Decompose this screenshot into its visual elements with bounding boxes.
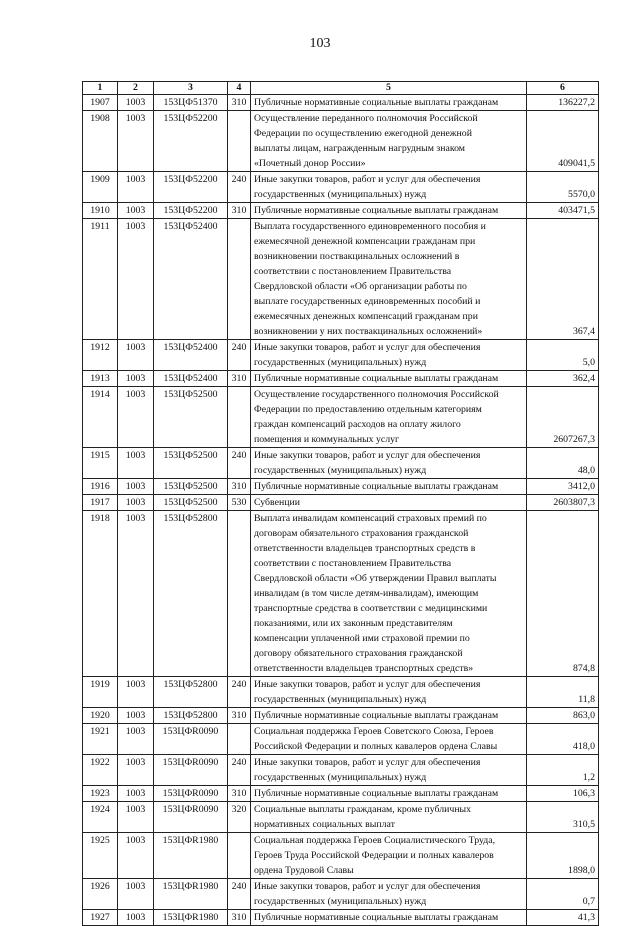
- description: [251, 448, 527, 479]
- target-article-code: 153ЦФ52500: [154, 495, 228, 511]
- description-line: «Почетный донор России»: [254, 158, 366, 169]
- description-line: Федерации по осуществлению ежегодной денежной: [254, 128, 472, 139]
- description-line: Иные закупки товаров, работ и услуг для обеспечения: [254, 342, 481, 353]
- table-row: [83, 95, 599, 111]
- amount: 874,8: [527, 511, 599, 677]
- description-line: соответствии с постановлением Правительства: [254, 266, 452, 277]
- expense-type-code: 320: [228, 802, 251, 833]
- table-row: [83, 833, 599, 879]
- amount: 409041,5: [527, 111, 599, 172]
- target-article-code: 153ЦФR0090: [154, 755, 228, 786]
- row-number: 1913: [83, 371, 118, 387]
- target-article-code: 153ЦФ52800: [154, 677, 228, 708]
- description-line: ответственности владельцев транспортных средств в: [254, 543, 476, 554]
- target-article-code: 153ЦФ52500: [154, 479, 228, 495]
- target-article-code: 153ЦФ52400: [154, 371, 228, 387]
- description: [251, 95, 527, 111]
- row-number: 1907: [83, 95, 118, 111]
- expense-type-code: 310: [228, 786, 251, 802]
- header-cell-5: 5: [251, 82, 527, 95]
- target-article-code: 153ЦФ52200: [154, 172, 228, 203]
- description-line: Иные закупки товаров, работ и услуг для обеспечения: [254, 450, 481, 461]
- amount: 0,7: [527, 879, 599, 910]
- target-article-code: 153ЦФ52200: [154, 111, 228, 172]
- row-number: 1908: [83, 111, 118, 172]
- target-article-code: 153ЦФ52400: [154, 219, 228, 340]
- row-number: 1909: [83, 172, 118, 203]
- description-line: Публичные нормативные социальные выплаты гражданам: [254, 97, 499, 108]
- row-number: 1924: [83, 802, 118, 833]
- expense-type-code: [228, 511, 251, 677]
- row-number: 1923: [83, 786, 118, 802]
- description-line: Свердловской области «Об утверждении Правил выплаты: [254, 573, 497, 584]
- description-line: договору обязательного страхования гражданской: [254, 648, 463, 659]
- header-cell-1: 1: [83, 82, 118, 95]
- description-line: выплаты лицам, награжденным нагрудным знаком: [254, 143, 465, 154]
- target-article-code: 153ЦФ52800: [154, 708, 228, 724]
- expense-type-code: [228, 387, 251, 448]
- table-row: [83, 111, 599, 172]
- expense-type-code: 240: [228, 879, 251, 910]
- description-line: Социальные выплаты гражданам, кроме публичных: [254, 804, 472, 815]
- row-number: 1926: [83, 879, 118, 910]
- target-article-code: 153ЦФ52400: [154, 340, 228, 371]
- description-line: Публичные нормативные социальные выплаты гражданам: [254, 373, 499, 384]
- description-line: Публичные нормативные социальные выплаты гражданам: [254, 710, 499, 721]
- section-code: 1003: [118, 479, 154, 495]
- description-line: Субвенции: [254, 497, 300, 508]
- target-article-code: 153ЦФ52500: [154, 387, 228, 448]
- amount: 11,8: [527, 677, 599, 708]
- target-article-code: 153ЦФ51370: [154, 95, 228, 111]
- description: [251, 708, 527, 724]
- target-article-code: 153ЦФR1980: [154, 879, 228, 910]
- description-line: Публичные нормативные социальные выплаты гражданам: [254, 912, 499, 923]
- table-row: [83, 724, 599, 755]
- table-row: [83, 677, 599, 708]
- row-number: 1920: [83, 708, 118, 724]
- expense-type-code: 240: [228, 172, 251, 203]
- description-line: Иные закупки товаров, работ и услуг для обеспечения: [254, 757, 481, 768]
- description-line: Иные закупки товаров, работ и услуг для обеспечения: [254, 174, 481, 185]
- section-code: 1003: [118, 677, 154, 708]
- expense-type-code: [228, 219, 251, 340]
- description: [251, 511, 527, 677]
- expense-type-code: 310: [228, 910, 251, 926]
- description-line: возникновении у них поствакцинальных осложнений»: [254, 326, 483, 337]
- section-code: 1003: [118, 219, 154, 340]
- description-line: государственных (муниципальных) нужд: [254, 772, 427, 783]
- section-code: 1003: [118, 172, 154, 203]
- description-line: Осуществление переданного полномочия Российской: [254, 113, 478, 124]
- description-line: государственных (муниципальных) нужд: [254, 465, 427, 476]
- row-number: 1922: [83, 755, 118, 786]
- header-row: [83, 82, 599, 95]
- header-cell-4: 4: [228, 82, 251, 95]
- amount: 863,0: [527, 708, 599, 724]
- amount: 403471,5: [527, 203, 599, 219]
- description-line: государственных (муниципальных) нужд: [254, 694, 427, 705]
- expense-type-code: 530: [228, 495, 251, 511]
- row-number: 1911: [83, 219, 118, 340]
- description-line: Российской Федерации и полных кавалеров ордена Славы: [254, 741, 498, 752]
- row-number: 1918: [83, 511, 118, 677]
- amount: 1,2: [527, 755, 599, 786]
- description-line: транспортные средства в соответствии с медицинскими: [254, 603, 488, 614]
- target-article-code: 153ЦФR0090: [154, 724, 228, 755]
- table-row: [83, 387, 599, 448]
- description: [251, 786, 527, 802]
- row-number: 1919: [83, 677, 118, 708]
- row-number: 1912: [83, 340, 118, 371]
- description-line: Иные закупки товаров, работ и услуг для обеспечения: [254, 679, 481, 690]
- description: [251, 340, 527, 371]
- description: [251, 387, 527, 448]
- table-row: [83, 495, 599, 511]
- row-number: 1910: [83, 203, 118, 219]
- description: [251, 172, 527, 203]
- description-line: Публичные нормативные социальные выплаты гражданам: [254, 481, 499, 492]
- page-number: 103: [309, 36, 331, 51]
- description-line: ордена Трудовой Славы: [254, 865, 354, 876]
- table-body: [83, 95, 599, 926]
- target-article-code: 153ЦФR0090: [154, 802, 228, 833]
- table-row: [83, 479, 599, 495]
- description: [251, 802, 527, 833]
- row-number: 1925: [83, 833, 118, 879]
- amount: 418,0: [527, 724, 599, 755]
- description-line: возникновении поствакцинальных осложнений в: [254, 251, 460, 262]
- description: [251, 479, 527, 495]
- expense-type-code: 240: [228, 677, 251, 708]
- description-line: компенсации уплаченной ими страховой премии по: [254, 633, 470, 644]
- table-row: [83, 708, 599, 724]
- description-line: Иные закупки товаров, работ и услуг для обеспечения: [254, 881, 481, 892]
- section-code: 1003: [118, 495, 154, 511]
- header-cell-3: 3: [154, 82, 228, 95]
- row-number: 1927: [83, 910, 118, 926]
- amount: 1898,0: [527, 833, 599, 879]
- section-code: 1003: [118, 111, 154, 172]
- expense-type-code: [228, 833, 251, 879]
- target-article-code: 153ЦФ52800: [154, 511, 228, 677]
- section-code: 1003: [118, 371, 154, 387]
- table-row: [83, 755, 599, 786]
- description-line: помещения и коммунальных услуг: [254, 434, 400, 445]
- section-code: 1003: [118, 755, 154, 786]
- budget-table: [82, 81, 599, 926]
- description: [251, 203, 527, 219]
- description-line: договорам обязательного страхования гражданской: [254, 528, 469, 539]
- section-code: 1003: [118, 95, 154, 111]
- section-code: 1003: [118, 724, 154, 755]
- description-line: государственных (муниципальных) нужд: [254, 357, 427, 368]
- description: [251, 724, 527, 755]
- description-line: инвалидам (в том числе детям-инвалидам), имеющим: [254, 588, 479, 599]
- target-article-code: 153ЦФR1980: [154, 833, 228, 879]
- description: [251, 111, 527, 172]
- description-line: Осуществление государственного полномочия Российской: [254, 389, 499, 400]
- amount: 48,0: [527, 448, 599, 479]
- description: [251, 833, 527, 879]
- description-line: показаниями, или их законным представителям: [254, 618, 453, 629]
- header-cell-2: 2: [118, 82, 154, 95]
- description-line: государственных (муниципальных) нужд: [254, 896, 427, 907]
- description-line: Выплата инвалидам компенсаций страховых премий по: [254, 513, 487, 524]
- row-number: 1916: [83, 479, 118, 495]
- table-row: [83, 172, 599, 203]
- expense-type-code: 240: [228, 340, 251, 371]
- section-code: 1003: [118, 387, 154, 448]
- description: [251, 371, 527, 387]
- row-number: 1914: [83, 387, 118, 448]
- section-code: 1003: [118, 448, 154, 479]
- description-line: Социальная поддержка Героев Советского Союза, Героев: [254, 726, 494, 737]
- table-row: [83, 910, 599, 926]
- amount: 2603807,3: [527, 495, 599, 511]
- description-line: Публичные нормативные социальные выплаты гражданам: [254, 205, 499, 216]
- section-code: 1003: [118, 802, 154, 833]
- amount: 5,0: [527, 340, 599, 371]
- header-cell-6: 6: [527, 82, 599, 95]
- expense-type-code: [228, 724, 251, 755]
- description-line: Федерации по предоставлению отдельным категориям: [254, 404, 482, 415]
- table-row: [83, 340, 599, 371]
- description-line: соответствии с постановлением Правительства: [254, 558, 452, 569]
- section-code: 1003: [118, 511, 154, 677]
- target-article-code: 153ЦФ52500: [154, 448, 228, 479]
- description-line: ответственности владельцев транспортных средств»: [254, 663, 474, 674]
- description-line: нормативных социальных выплат: [254, 819, 395, 830]
- section-code: 1003: [118, 910, 154, 926]
- section-code: 1003: [118, 203, 154, 219]
- amount: 310,5: [527, 802, 599, 833]
- section-code: 1003: [118, 833, 154, 879]
- description-line: Выплата государственного единовременного пособия и: [254, 221, 486, 232]
- table-row: [83, 802, 599, 833]
- expense-type-code: 310: [228, 708, 251, 724]
- description: [251, 677, 527, 708]
- description-line: Свердловской области «Об организации работы по: [254, 281, 467, 292]
- description-line: Социальная поддержка Героев Социалистического Труда,: [254, 835, 496, 846]
- section-code: 1003: [118, 340, 154, 371]
- amount: 41,3: [527, 910, 599, 926]
- amount: 3412,0: [527, 479, 599, 495]
- target-article-code: 153ЦФR1980: [154, 910, 228, 926]
- expense-type-code: 240: [228, 755, 251, 786]
- section-code: 1003: [118, 708, 154, 724]
- table-row: [83, 371, 599, 387]
- amount: 2607267,3: [527, 387, 599, 448]
- section-code: 1003: [118, 786, 154, 802]
- table-row: [83, 786, 599, 802]
- table-row: [83, 203, 599, 219]
- target-article-code: 153ЦФR0090: [154, 786, 228, 802]
- table-row: [83, 448, 599, 479]
- description: [251, 755, 527, 786]
- description: [251, 219, 527, 340]
- expense-type-code: 310: [228, 95, 251, 111]
- expense-type-code: 310: [228, 203, 251, 219]
- expense-type-code: 240: [228, 448, 251, 479]
- section-code: 1003: [118, 879, 154, 910]
- expense-type-code: [228, 111, 251, 172]
- amount: 5570,0: [527, 172, 599, 203]
- description-line: ежемесячных денежных компенсаций гражданам при: [254, 311, 478, 322]
- expense-type-code: 310: [228, 371, 251, 387]
- description: [251, 495, 527, 511]
- description: [251, 910, 527, 926]
- row-number: 1915: [83, 448, 118, 479]
- table-row: [83, 511, 599, 677]
- expense-type-code: 310: [228, 479, 251, 495]
- amount: 367,4: [527, 219, 599, 340]
- description-line: Публичные нормативные социальные выплаты гражданам: [254, 788, 499, 799]
- amount: 106,3: [527, 786, 599, 802]
- table-row: [83, 219, 599, 340]
- description-line: граждан компенсаций расходов на оплату жилого: [254, 419, 461, 430]
- amount: 136227,2: [527, 95, 599, 111]
- amount: 362,4: [527, 371, 599, 387]
- target-article-code: 153ЦФ52200: [154, 203, 228, 219]
- description-line: ежемесячной денежной компенсации гражданам при: [254, 236, 476, 247]
- description-line: государственных (муниципальных) нужд: [254, 189, 427, 200]
- row-number: 1921: [83, 724, 118, 755]
- description-line: выплате государственных единовременных пособий и: [254, 296, 481, 307]
- row-number: 1917: [83, 495, 118, 511]
- description-line: Героев Труда Российской Федерации и полных кавалеров: [254, 850, 494, 861]
